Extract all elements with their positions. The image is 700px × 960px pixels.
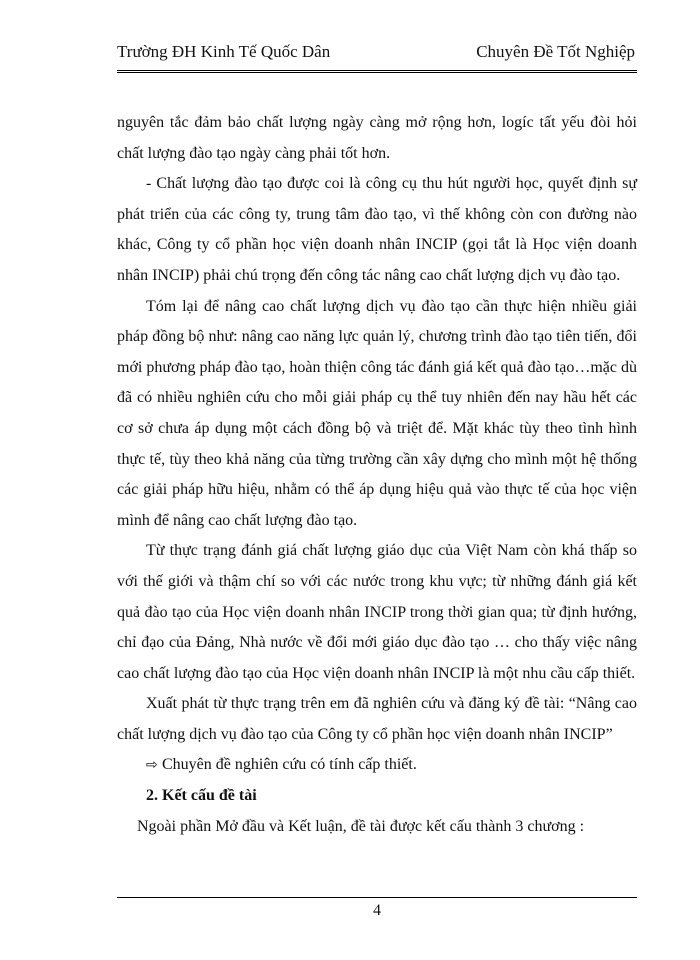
header-document-type: Chuyên Đề Tốt Nghiệp	[476, 42, 635, 61]
paragraph-summary-solutions: Tóm lại để nâng cao chất lượng dịch vụ đào tạo cần thực hiện nhiều giải pháp đồng bộ như: nâng cao năng lực quản lý, chương trình đào tạo tiên tiến, đổi mới phương pháp đào tạo, hoàn thiện công tác đánh giá kết quả đào tạo…mặc dù đã có nhiều nghiên cứu cho mỗi giải pháp cụ thể tuy nhiên đến nay hầu hết các cơ sở chưa áp dụng một cách đồng bộ và triệt để. Mặt khác tùy theo tình hình thực tế, tùy theo khả năng của từng trường cần xây dựng cho mình một hệ thống các giải pháp hữu hiệu, nhằm có thể áp dụng hiệu quả vào thực tế của học viện mình để nâng cao chất lượng đào tạo.	[117, 297, 637, 529]
paragraph-quality-tool: - Chất lượng đào tạo được coi là công cụ thu hút người học, quyết định sự phát triển của các công ty, trung tâm đào tạo, vì thế không còn con đường nào khác, Công ty cổ phần học viện doanh nhân INCIP (gọi tắt là Học viện doanh nhân INCIP) phải chú trọng đến công tác nâng cao chất lượng dịch vụ đào tạo.	[117, 175, 637, 284]
page-number: 4	[373, 902, 381, 919]
paragraph-current-state: Từ thực trạng đánh giá chất lượng giáo dục của Việt Nam còn khá thấp so với thế giới và thậm chí so với các nước trong khu vực; từ những đánh giá kết quả đào tạo của Học viện doanh nhân INCIP trong thời gian qua; từ định hướng, chỉ đạo của Đảng, Nhà nước về đổi mới giáo dục đào tạo … cho thấy việc nâng cao chất lượng đào tạo của Học viện doanh nhân INCIP là một nhu cầu cấp thiết.	[117, 542, 637, 682]
right-arrow-icon: ⇨	[146, 757, 158, 774]
paragraph-urgency	[117, 750, 637, 781]
footer-divider	[117, 897, 637, 898]
urgency-text: Chuyên đề nghiên cứu có tính cấp thiết.	[162, 756, 417, 774]
paragraph-topic-registration: Xuất phát từ thực trạng trên em đã nghiên cứu và đăng ký đề tài: “Nâng cao chất lượng dịch vụ đào tạo của Công ty cổ phần học viện doanh nhân INCIP”	[117, 695, 637, 743]
page-header	[117, 40, 637, 73]
document-body	[117, 108, 637, 842]
section-heading-structure: 2. Kết cấu đề tài	[146, 787, 257, 805]
paragraph-quality-principle: nguyên tắc đảm bảo chất lượng ngày càng mở rộng hơn, logíc tất yếu đòi hỏi chất lượng đào tạo ngày càng phải tốt hơn.	[117, 114, 637, 162]
paragraph-structure-intro: Ngoài phần Mở đầu và Kết luận, đề tài được kết cấu thành 3 chương :	[137, 817, 585, 835]
header-school-name: Trường ĐH Kinh Tế Quốc Dân	[117, 42, 331, 61]
